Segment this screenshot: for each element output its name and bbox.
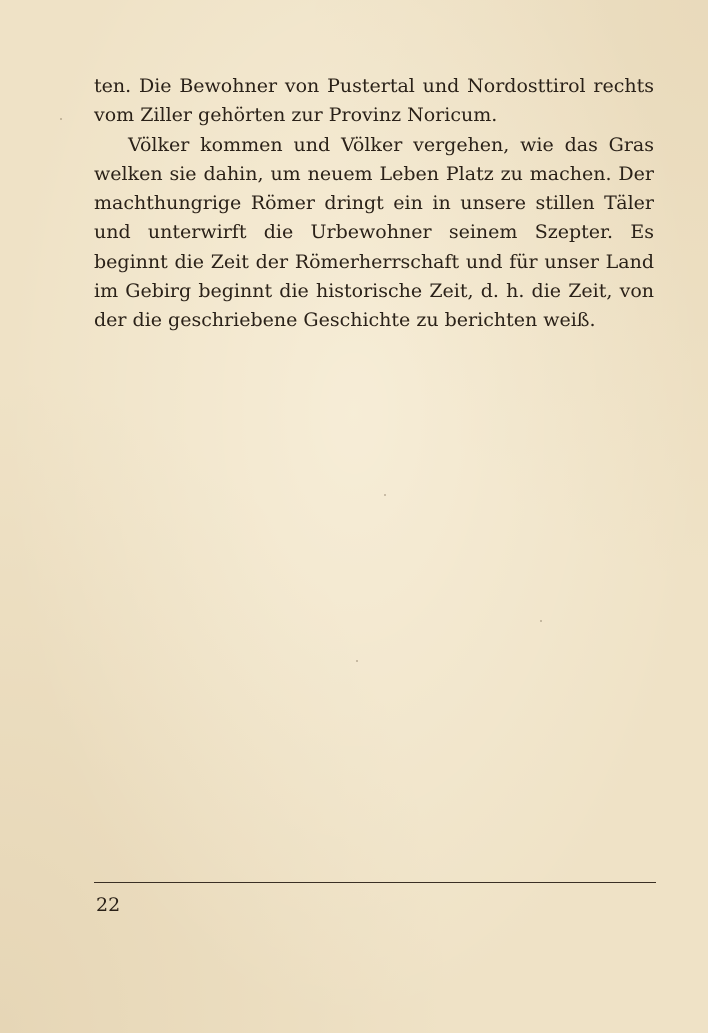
paper-speck: [356, 660, 358, 662]
paragraph-continuation: ten. Die Bewohner von Pustertal und Nordosttirol rechts vom Ziller gehörten zur Provinz Noricum.: [94, 75, 654, 127]
body-text: [94, 72, 654, 336]
paper-speck: [60, 118, 62, 120]
paper-speck: [384, 494, 386, 496]
footer-rule: [94, 882, 656, 883]
page-number: 22: [96, 894, 121, 916]
paper-speck: [540, 620, 542, 622]
paragraph-voelker: Völker kommen und Völker vergehen, wie das Gras welken sie dahin, um neuem Leben Platz zu machen. Der machthungrige Römer dringt ein in unsere stillen Täler und unterwirft die Urbewohner seinem Szepter. Es beginnt die Zeit der Römerherrschaft und für unser Land im Gebirg beginnt die historische Zeit, d. h. die Zeit, von der die geschriebene Geschichte zu berichten weiß.: [94, 133, 654, 332]
